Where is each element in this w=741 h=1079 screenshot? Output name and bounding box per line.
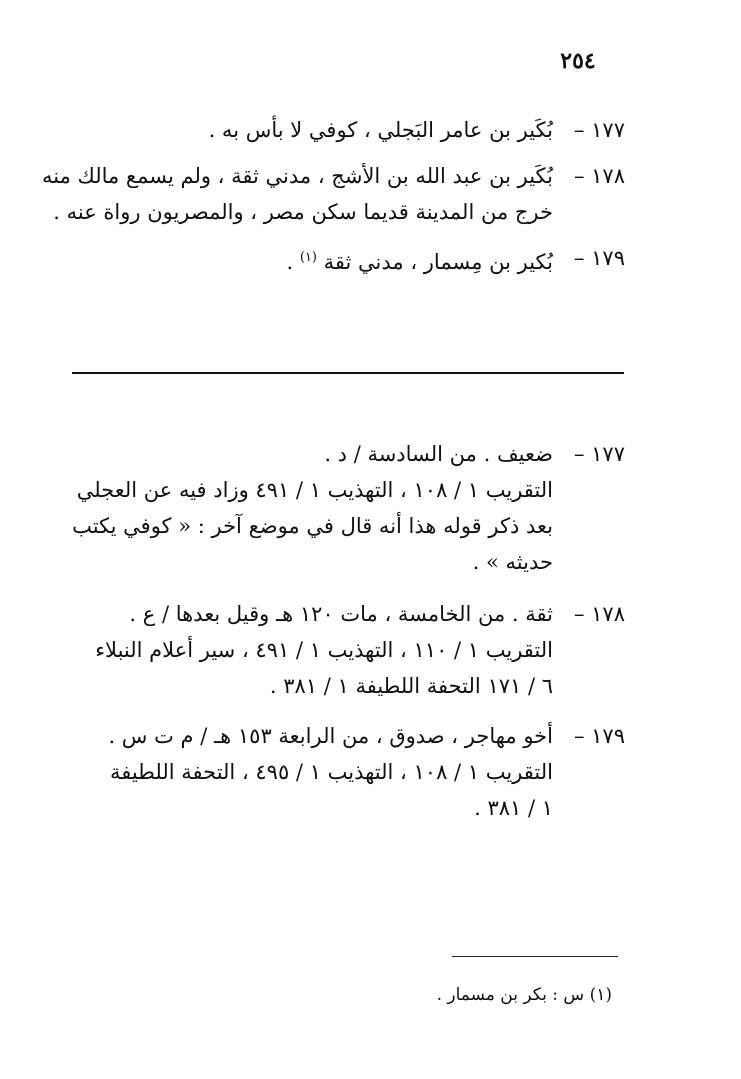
entry-tail: .	[286, 250, 300, 274]
note-line: ضعيف . من السادسة / د .	[324, 442, 553, 466]
biography-entry	[70, 240, 625, 280]
entry-line: بُكَير بن عامر البَجلي ، كوفي لا بأس به .	[208, 118, 553, 142]
section-divider	[72, 372, 624, 374]
note-line: بعد ذكر قوله هذا أنه قال في موضع آخر : « كوفي يكتب	[72, 514, 553, 538]
entry-line	[70, 240, 553, 280]
page-number: ٢٥٤	[560, 48, 596, 74]
note-number: ١٧٧ –	[573, 442, 625, 466]
biography-entry	[41, 158, 625, 230]
note-line: ثقة . من الخامسة ، مات ١٢٠ هـ وقيل بعدها / ع .	[129, 602, 553, 626]
entry-number: ١٧٨ –	[573, 164, 625, 188]
footnote: (١) س : بكر بن مسمار .	[436, 985, 612, 1005]
entry-number: ١٧٧ –	[573, 118, 625, 142]
note-number: ١٧٨ –	[573, 602, 625, 626]
footnote-divider	[452, 956, 618, 957]
note-line: التقريب ١ / ١٠٨ ، التهذيب ١ / ٤٩١ وزاد فيه عن العجلي	[76, 478, 553, 502]
note-line: حديثه » .	[472, 550, 553, 574]
note-entry	[70, 596, 625, 704]
note-line: التقريب ١ / ١١٠ ، التهذيب ١ / ٤٩١ ، سير أعلام النبلاء	[95, 638, 553, 662]
note-entry	[70, 436, 625, 580]
entry-line: خرج من المدينة قديما سكن مصر ، والمصريون رواة عنه .	[53, 200, 553, 224]
note-number: ١٧٩ –	[573, 724, 625, 748]
entry-line: بُكَير بن عبد الله بن الأشج ، مدني ثقة ، ولم يسمع مالك منه	[41, 164, 553, 188]
biography-entry	[70, 112, 625, 148]
note-line: أخو مهاجر ، صدوق ، من الرابعة ١٥٣ هـ / م ت س .	[108, 724, 553, 748]
note-line: ١ / ٣٨١ .	[474, 796, 553, 820]
note-line: التقريب ١ / ١٠٨ ، التهذيب ١ / ٤٩٥ ، التحفة اللطيفة	[109, 760, 553, 784]
entry-text: بُكير بن مِسمار ، مدني ثقة	[323, 250, 553, 274]
note-line: ٦ / ١٧١ التحفة اللطيفة ١ / ٣٨١ .	[269, 674, 553, 698]
note-entry	[70, 718, 625, 826]
entry-number: ١٧٩ –	[573, 246, 625, 270]
footnote-marker: (١)	[299, 250, 317, 265]
